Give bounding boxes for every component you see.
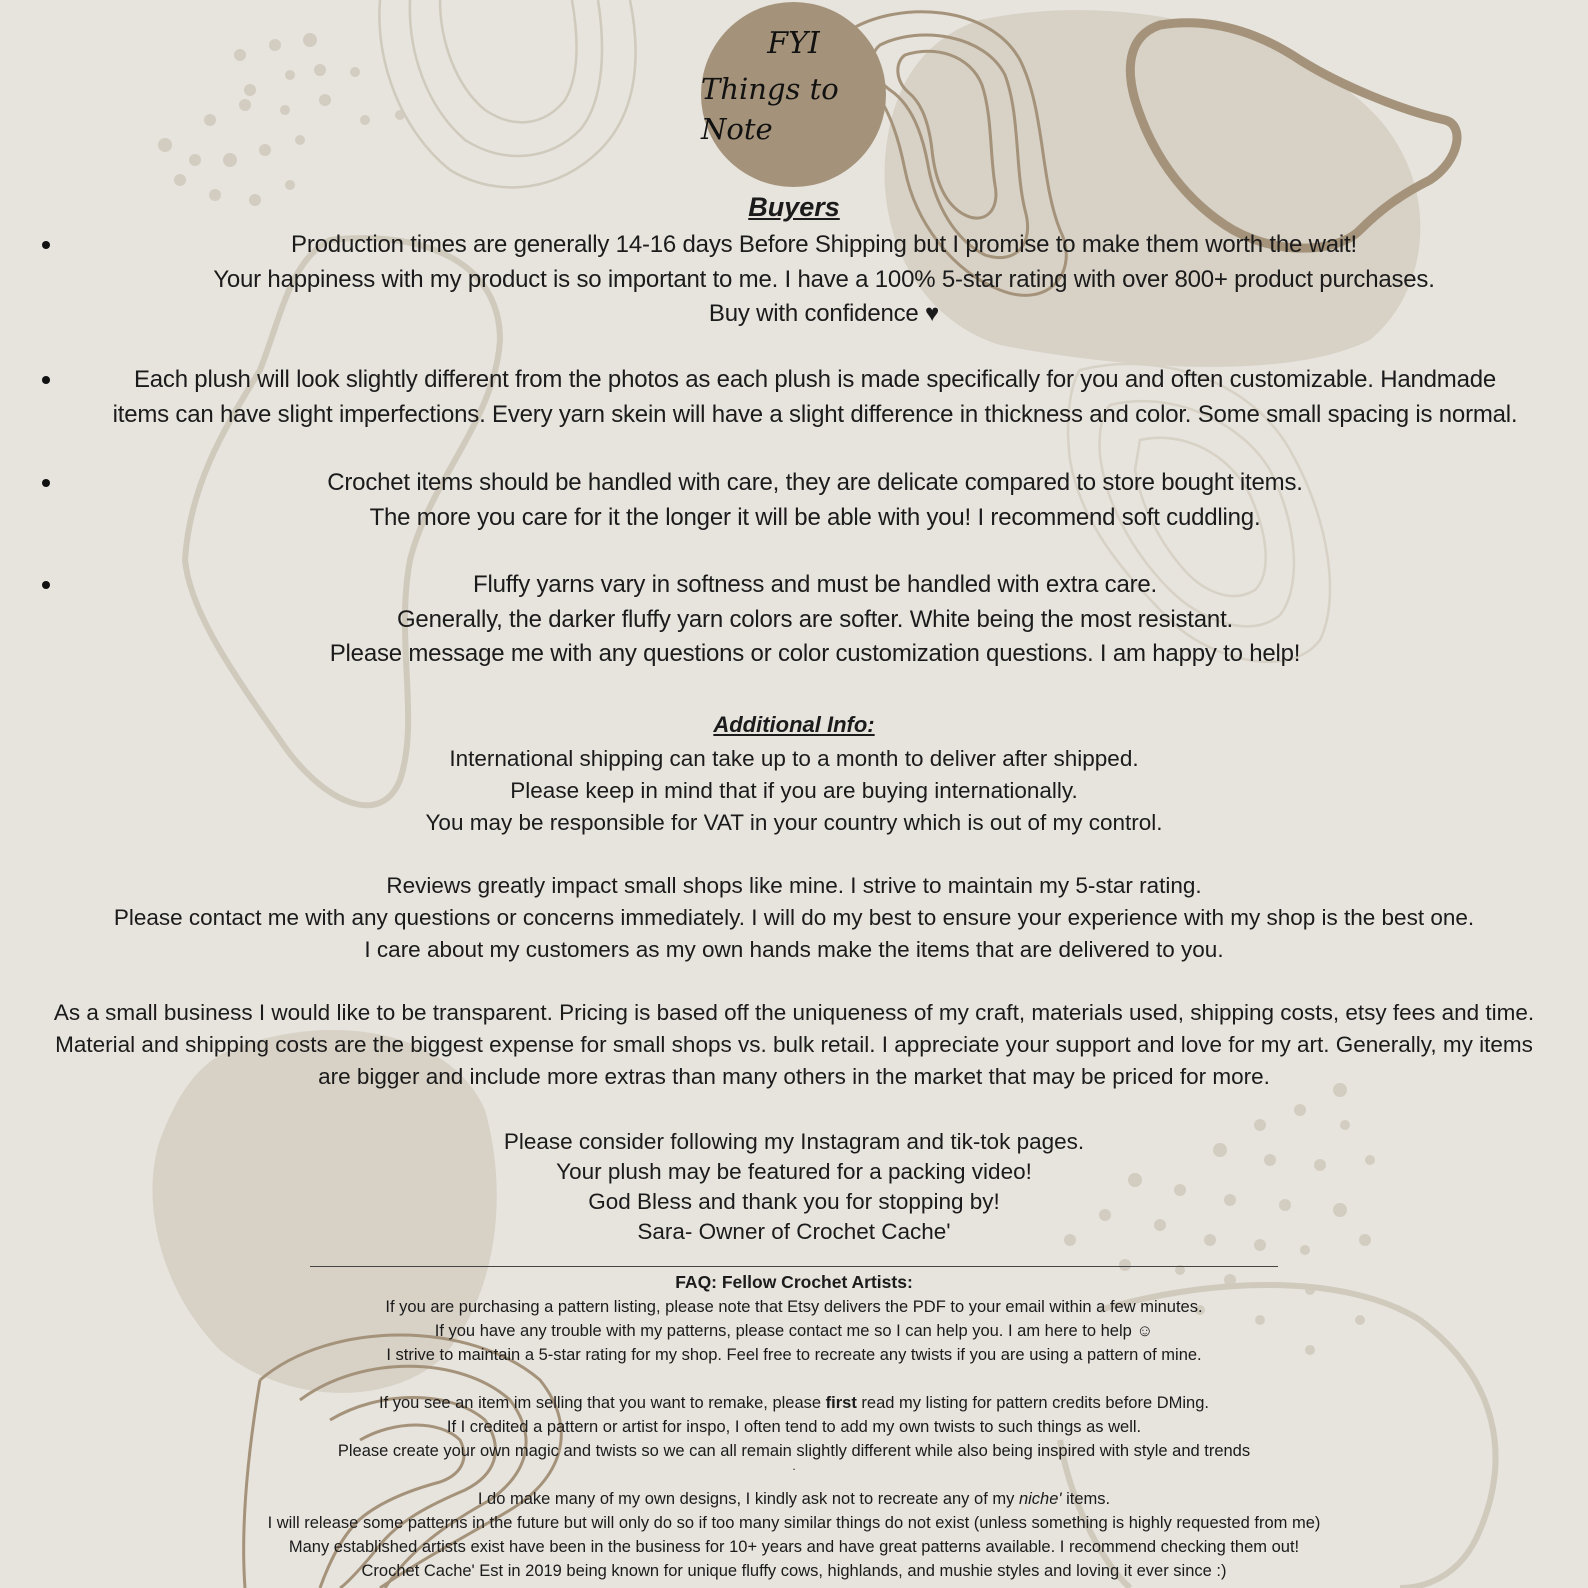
faq-group-2 <box>0 1391 1588 1473</box>
bullet-marker <box>40 479 52 491</box>
buyers-bullet-1 <box>60 228 1588 332</box>
bullet-marker <box>40 376 52 388</box>
emphasis-text: first <box>825 1394 857 1412</box>
text-line: Reviews greatly impact small shops like mine. I strive to maintain my 5-star rating. <box>386 873 1202 898</box>
text-line <box>0 1391 1588 1415</box>
text-line: Please contact me with any questions or concerns immediately. I will do my best to ensure your experience with my shop is the best one. <box>113 905 1475 930</box>
additional-info-heading: Additional Info: <box>713 712 875 737</box>
text-segment: I do make many of my own designs, I kindly ask not to recreate any of my <box>477 1490 1019 1508</box>
fyi-badge <box>701 2 886 187</box>
text-line: Generally, the darker fluffy yarn colors are softer. White being the most resistant. <box>396 605 1234 633</box>
text-line: Each plush will look slightly different from the photos as each plush is made specifically for you and often customizable. Handmade <box>133 366 1497 393</box>
text-line: Crochet Cache' Est in 2019 being known for unique fluffy cows, highlands, and mushie styles and loving it ever since :) <box>361 1562 1227 1580</box>
buyers-bullet-4 <box>60 568 1570 672</box>
reviews-info <box>0 870 1588 966</box>
text-line: If you have any trouble with my patterns, please contact me so I can help you. I am here to help ☺ <box>434 1322 1154 1340</box>
follow-info <box>0 1127 1588 1247</box>
buyers-bullet-3 <box>60 466 1570 535</box>
text-line: . <box>792 1459 796 1473</box>
text-line: Please message me with any questions or color customization questions. I am happy to help! <box>329 640 1301 667</box>
text-line: Buy with confidence ♥ <box>708 300 940 327</box>
text-line: Your happiness with my product is so important to me. I have a 100% 5-star rating with over 800+ product purchases. <box>213 265 1435 293</box>
text-line: Fluffy yarns vary in softness and must be handled with extra care. <box>472 571 1158 598</box>
text-line: are bigger and include more extras than many others in the market that may be priced for more. <box>318 1064 1270 1089</box>
text-line: As a small business I would like to be transparent. Pricing is based off the uniqueness of my craft, materials used, shipping costs, etsy fees and time. <box>53 1000 1535 1025</box>
divider <box>310 1266 1278 1267</box>
faq-group-3 <box>0 1487 1588 1583</box>
emphasis-text: niche' <box>1018 1490 1062 1508</box>
text-line: I strive to maintain a 5-star rating for my shop. Feel free to recreate any twists if you are using a pattern of mine. <box>386 1346 1202 1364</box>
text-line: I will release some patterns in the future but will only do so if too many similar things do not exist (unless something is highly requested from me) <box>267 1514 1321 1532</box>
text-segment: If you see an item im selling that you want to remake, please <box>379 1394 826 1412</box>
faq-group-1 <box>0 1295 1588 1367</box>
bullet-marker <box>40 581 52 593</box>
text-line: Please consider following my Instagram and tik-tok pages. <box>503 1129 1085 1154</box>
buyers-heading: Buyers <box>748 192 840 222</box>
text-line: If I credited a pattern or artist for inspo, I often tend to add my own twists to such things as well. <box>446 1418 1142 1436</box>
buyers-bullet-2 <box>60 363 1570 432</box>
text-line: Production times are generally 14-16 days Before Shipping but I promise to make them worth the wait! <box>291 231 1357 258</box>
bullet-marker <box>40 241 52 253</box>
text-line: Please create your own magic and twists so we can all remain slightly different while also being inspired with style and trends <box>337 1442 1251 1460</box>
text-line: I care about my customers as my own hands make the items that are delivered to you. <box>364 937 1224 962</box>
text-line: Material and shipping costs are the biggest expense for small shops vs. bulk retail. I appreciate your support and love for my art. Generally, my items <box>55 1032 1533 1057</box>
text-line: International shipping can take up to a month to deliver after shipped. <box>449 746 1139 771</box>
text-line: Please keep in mind that if you are buying internationally. <box>510 778 1078 803</box>
shipping-info <box>0 743 1588 839</box>
badge-subtitle: Things to Note <box>701 71 839 146</box>
text-segment: read my listing for pattern credits before DMing. <box>856 1394 1209 1412</box>
text-line: items can have slight imperfections. Every yarn skein will have a slight difference in thickness and color. Some small spacing is normal. <box>112 400 1518 428</box>
text-line: Your plush may be featured for a packing video! <box>556 1159 1032 1184</box>
text-line: You may be responsible for VAT in your country which is out of my control. <box>425 810 1163 835</box>
text-segment: items. <box>1061 1490 1111 1508</box>
signature-line: Sara- Owner of Crochet Cache' <box>637 1219 951 1244</box>
text-line: If you are purchasing a pattern listing, please note that Etsy delivers the PDF to your email within a few minutes. <box>385 1298 1203 1316</box>
text-line: The more you care for it the longer it will be able with you! I recommend soft cuddling. <box>369 503 1261 531</box>
business-info <box>0 997 1588 1093</box>
faq-heading: FAQ: Fellow Crochet Artists: <box>675 1272 913 1292</box>
text-line <box>0 1487 1588 1511</box>
text-line: Many established artists exist have been in the business for 10+ years and have great patterns available. I recommend checking them out! <box>288 1538 1300 1556</box>
text-line: Crochet items should be handled with care, they are delicate compared to store bought items. <box>327 469 1303 496</box>
text-line: God Bless and thank you for stopping by! <box>588 1189 1000 1214</box>
badge-title: FYI <box>767 25 820 61</box>
